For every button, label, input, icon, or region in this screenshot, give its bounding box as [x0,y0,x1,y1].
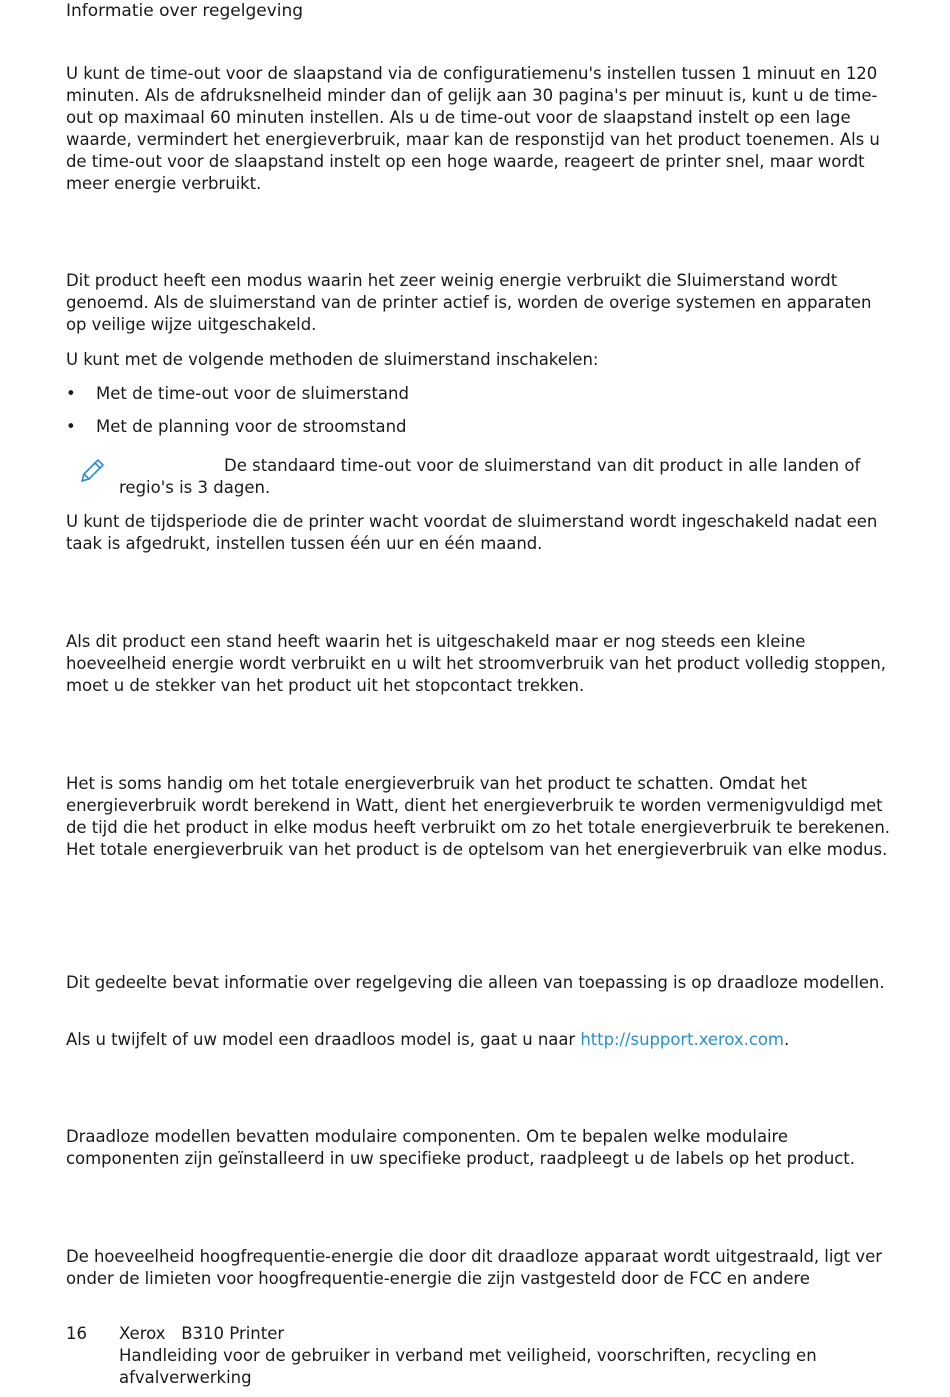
bullet-dot: • [66,417,76,436]
footer-product-line: Xerox B310 Printer [119,1324,285,1343]
paragraph-total-energy: Het is soms handig om het totale energieverbruik van het product te schatten. Omdat het energieverbruik wordt berekend in Watt, dient het energieverbruik te worden vermenigvuldigd met de tijd die het product in elke modus heeft verbruikt om zo het totale energieverbruik te berekenen. Het totale energieverbruik van het product is de optelsom van het energieverbruik van elke modus. [66,774,890,859]
paragraph-hibernate-period: U kunt de tijdsperiode die de printer wacht voordat de sluimerstand wordt ingeschakeld nadat een taak is afgedrukt, instellen tussen één uur en één maand. [66,512,878,553]
paragraph-modular-components: Draadloze modellen bevatten modulaire componenten. Om te bepalen welke modulaire componenten zijn geïnstalleerd in uw specifieke product, raadpleegt u de labels op het product. [66,1127,855,1168]
page-number: 16 [66,1324,87,1343]
wireless-check-suffix: . [783,1030,790,1049]
wireless-check-text: Als u twijfelt of uw model een draadloos model is, gaat u naar [66,1030,581,1049]
paragraph-sleep-timeout: U kunt de time-out voor de slaapstand via de configuratiemenu's instellen tussen 1 minuut en 120 minuten. Als de afdruksnelheid minder dan of gelijk aan 30 pagina's per minuut is, kunt u de time-out op maximaal 60 minuten instellen. Als u de time-out voor de slaapstand instelt op een lage waarde, vermindert het energieverbruik, maar kan de responstijd van het product toenemen. Als u de time-out voor de slaapstand instelt op een hoge waarde, reageert de printer snel, maar wordt meer energie verbruikt. [66,64,880,193]
note-text: De standaard time-out voor de sluimerstand van dit product in alle landen of regio's is 3 dagen. [119,456,861,497]
paragraph-wireless-intro: Dit gedeelte bevat informatie over regelgeving die alleen van toepassing is op draadloze modellen. [66,973,885,992]
footer [119,1323,859,1389]
support-link[interactable]: http://support.xerox.com [580,1030,784,1049]
running-header: Informatie over regelgeving [66,1,304,21]
paragraph-wireless-check [66,1029,891,1051]
bullet-text: Met de planning voor de stroomstand [96,417,407,436]
footer-guide-title: Handleiding voor de gebruiker in verband met veiligheid, voorschriften, recycling en afvalverwerking [119,1346,817,1387]
bullet-text: Met de time-out voor de sluimerstand [96,384,409,403]
bullet-dot: • [66,384,76,403]
pencil-icon [77,455,107,485]
paragraph-rf-energy: De hoeveelheid hoogfrequentie-energie die door dit draadloze apparaat wordt uitgestraald, ligt ver onder de limieten voor hoogfrequentie-energie die zijn vastgesteld door de FCC en andere [66,1247,882,1288]
paragraph-hibernate-mode: Dit product heeft een modus waarin het zeer weinig energie verbruikt die Sluimerstand wordt genoemd. Als de sluimerstand van de printer actief is, worden de overige systemen en apparaten op veilige wijze uitgeschakeld. [66,271,872,334]
paragraph-off-mode: Als dit product een stand heeft waarin het is uitgeschakeld maar er nog steeds een kleine hoeveelheid energie wordt verbruikt en u wilt het stroomverbruik van het product volledig stoppen, moet u de stekker van het product uit het stopcontact trekken. [66,632,886,695]
paragraph-hibernate-methods: U kunt met de volgende methoden de sluimerstand inschakelen: [66,350,599,369]
